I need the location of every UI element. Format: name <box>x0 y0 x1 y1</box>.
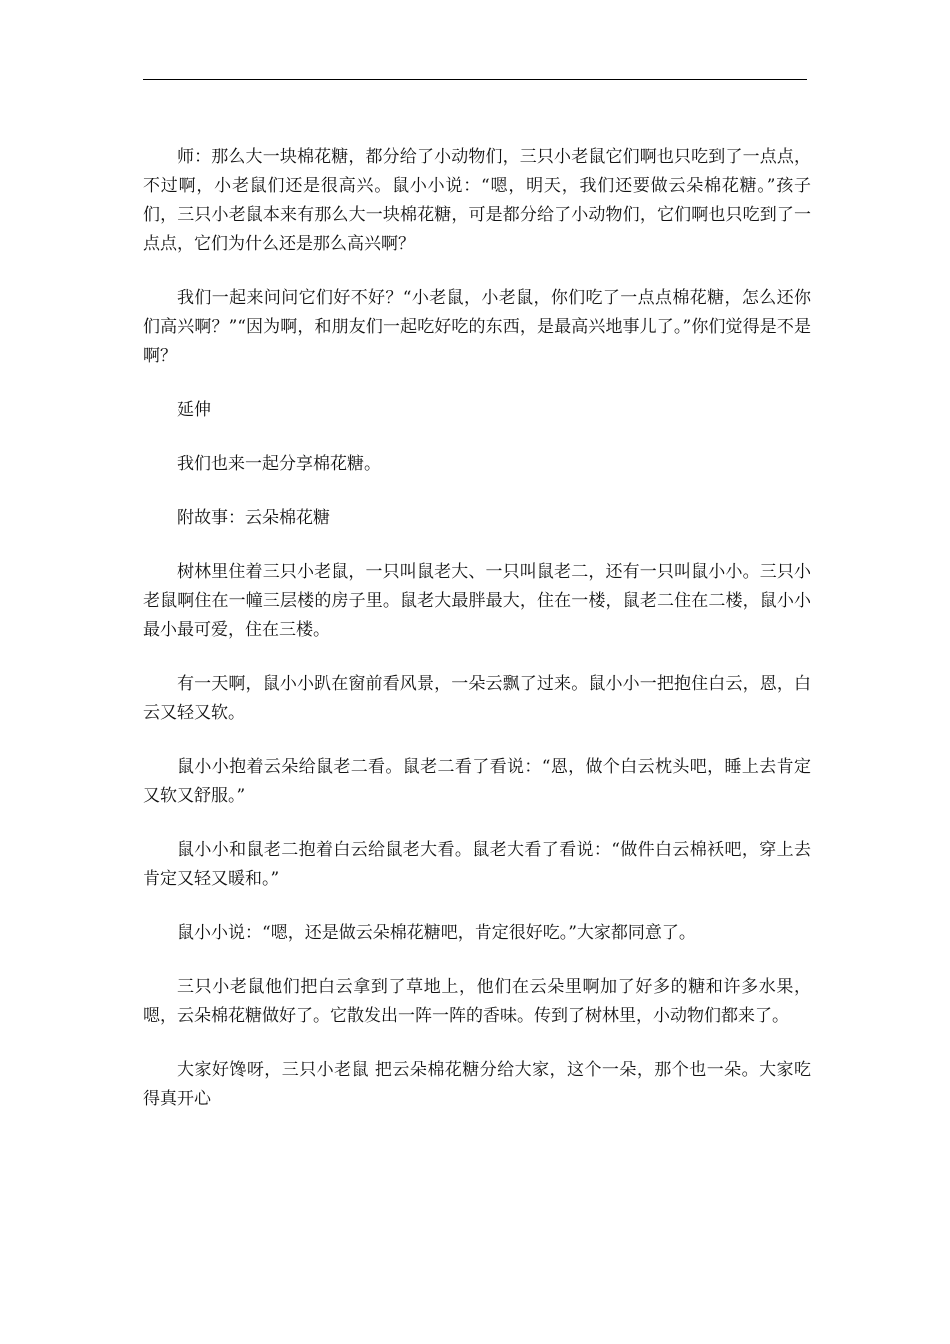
document-body <box>143 143 811 1114</box>
story-paragraph: 鼠小小说：“嗯，还是做云朵棉花糖吧，肯定很好吃。”大家都同意了。 <box>177 923 696 943</box>
story-paragraph: 有一天啊，鼠小小趴在窗前看风景，一朵云飘了过来。鼠小小一把抱住白云，恩，白云又轻又软。 <box>143 674 811 723</box>
paragraph-ask-mice: 我们一起来问问它们好不好？“小老鼠，小老鼠，你们吃了一点点棉花糖，怎么还你们高兴啊？”“因为啊，和朋友们一起吃好吃的东西，是最高兴地事儿了。”你们觉得是不是啊？ <box>143 288 811 366</box>
section-heading-extension: 延伸 <box>177 400 211 420</box>
header-rule <box>143 79 807 80</box>
story-title: 附故事：云朵棉花糖 <box>177 508 330 528</box>
paragraph-share: 我们也来一起分享棉花糖。 <box>177 454 381 474</box>
story-paragraph: 三只小老鼠他们把白云拿到了草地上，他们在云朵里啊加了好多的糖和许多水果，嗯，云朵棉花糖做好了。它散发出一阵一阵的香味。传到了树林里，小动物们都来了。 <box>143 977 811 1026</box>
story-paragraph: 鼠小小和鼠老二抱着白云给鼠老大看。鼠老大看了看说：“做件白云棉袄吧，穿上去肯定又轻又暖和。” <box>143 840 811 889</box>
paragraph-teacher-speech: 师：那么大一块棉花糖，都分给了小动物们，三只小老鼠它们啊也只吃到了一点点，不过啊，小老鼠们还是很高兴。鼠小小说：“嗯，明天，我们还要做云朵棉花糖。”孩子们，三只小老鼠本来有那么大一块棉花糖，可是都分给了小动物们，它们啊也只吃到了一点点，它们为什么还是那么高兴啊？ <box>143 147 811 254</box>
story-paragraph: 大家好馋呀，三只小老鼠 把云朵棉花糖分给大家，这个一朵，那个也一朵。大家吃得真开心 <box>143 1060 811 1109</box>
story-paragraph: 树林里住着三只小老鼠，一只叫鼠老大、一只叫鼠老二，还有一只叫鼠小小。三只小老鼠啊住在一幢三层楼的房子里。鼠老大最胖最大，住在一楼，鼠老二住在二楼，鼠小小最小最可爱，住在三楼。 <box>143 562 811 640</box>
story-paragraph: 鼠小小抱着云朵给鼠老二看。鼠老二看了看说：“恩，做个白云枕头吧，睡上去肯定又软又舒服。” <box>143 757 811 806</box>
